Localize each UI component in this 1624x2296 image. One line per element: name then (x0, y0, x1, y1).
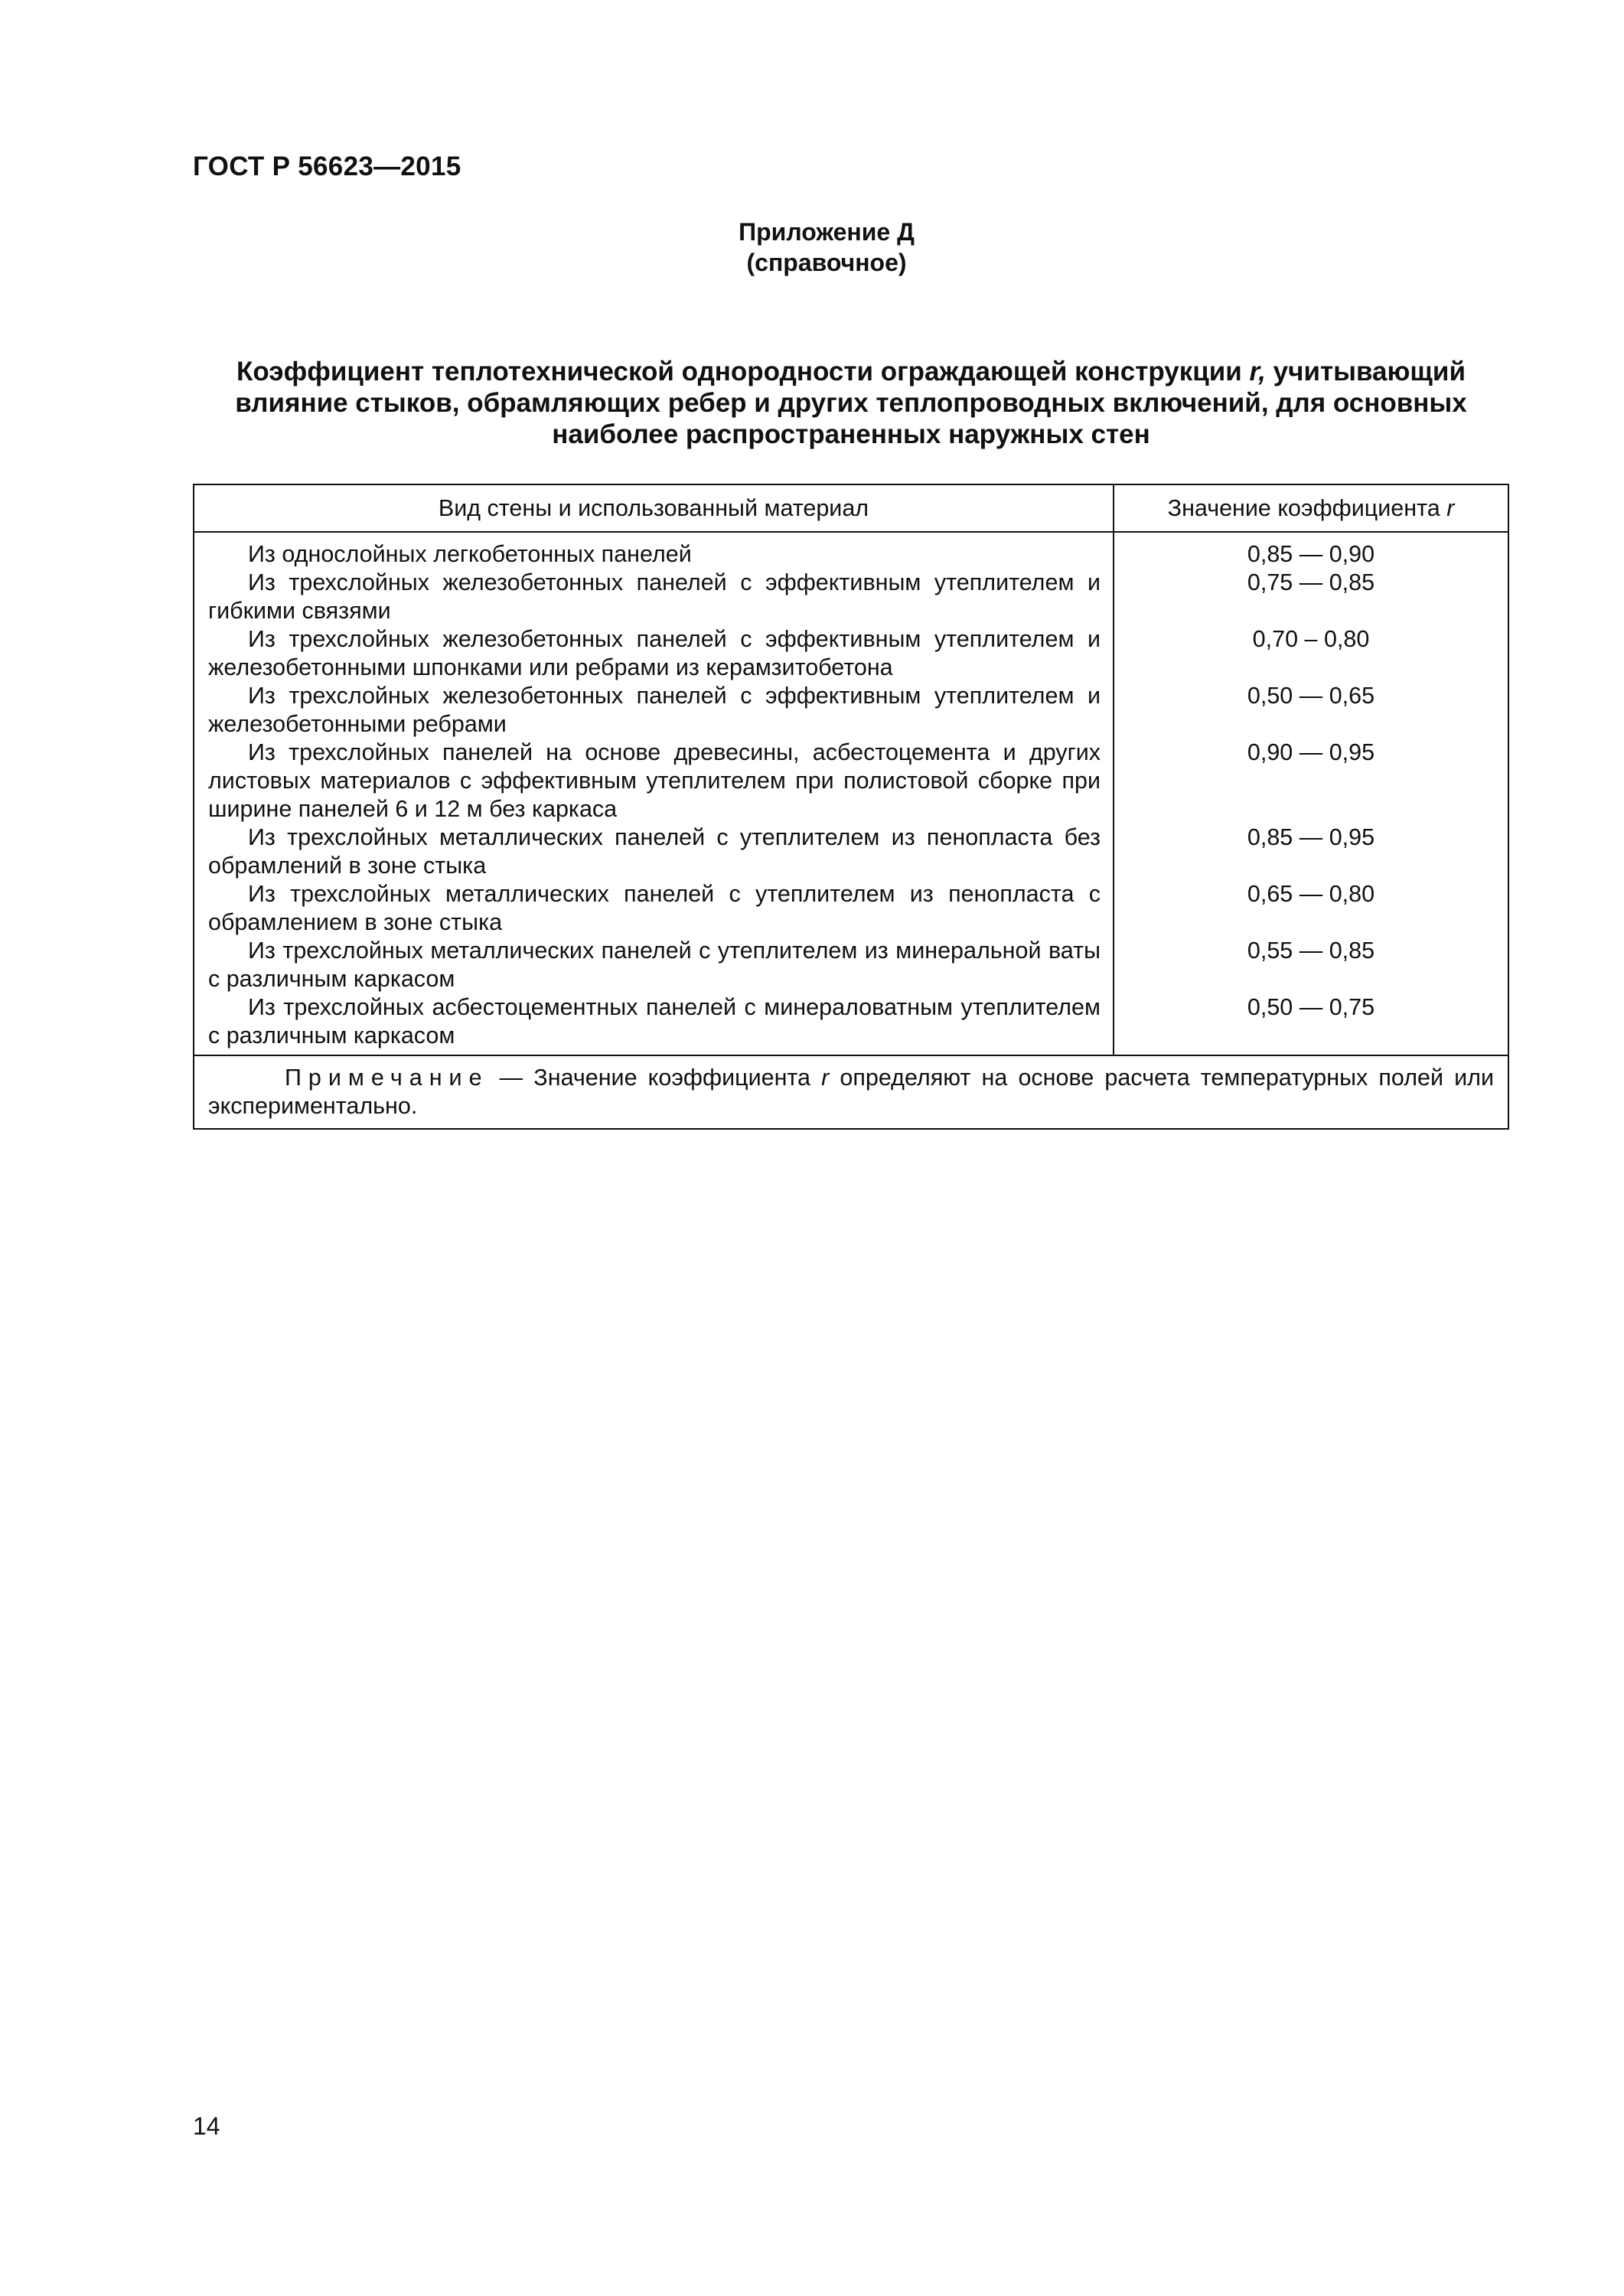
title-part-1: Коэффициент теплотехнической однородности ограждающей конструкции (236, 357, 1250, 386)
title-symbol: r, (1249, 357, 1266, 386)
note-symbol: r (821, 1065, 830, 1091)
coefficient-value: 0,85 — 0,90 (1247, 541, 1375, 567)
wall-type-entry: Из трехслойных железобетонных панелей с эффективным утеплителем и железобетонными шпонками или ребрами из керамзитобетона (208, 626, 1101, 680)
header-coefficient-symbol: r (1446, 494, 1455, 521)
document-title (193, 356, 1509, 450)
wall-type-entry: Из трехслойных железобетонных панелей с эффективным утеплителем и гибкими связями (208, 569, 1101, 624)
page-number: 14 (193, 2112, 220, 2140)
wall-type-entry: Из однослойных легкобетонных панелей (248, 541, 692, 567)
appendix-heading (0, 217, 1624, 278)
coefficient-table (193, 484, 1509, 1130)
coefficient-value: 0,75 — 0,85 (1247, 569, 1375, 595)
appendix-label: Приложение Д (739, 218, 915, 246)
standard-header: ГОСТ Р 56623—2015 (193, 152, 461, 181)
coefficient-values-cell (1114, 532, 1508, 1055)
coefficient-table-container (193, 484, 1509, 1130)
note-text-after: определяют на основе расчета температурных полей или экспериментально. (208, 1065, 1494, 1119)
wall-type-entry: Из трехслойных металлических панелей с утеплителем из пенопласта с обрамлением в зоне стыка (208, 881, 1101, 935)
coefficient-value: 0,90 — 0,95 (1247, 739, 1375, 765)
note-dash: — (488, 1065, 534, 1091)
wall-type-entry: Из трехслойных металлических панелей с утеплителем из минеральной ваты с различным каркасом (208, 938, 1101, 992)
coefficient-value: 0,65 — 0,80 (1247, 881, 1375, 907)
coefficient-value: 0,55 — 0,85 (1247, 938, 1375, 964)
table-note (194, 1055, 1508, 1129)
coefficient-value: 0,50 — 0,75 (1247, 994, 1375, 1020)
wall-type-entry: Из трехслойных железобетонных панелей с эффективным утеплителем и железобетонными ребрами (208, 683, 1101, 737)
header-wall-type: Вид стены и использованный материал (194, 484, 1114, 532)
wall-types-cell (194, 532, 1114, 1055)
table-note-row (194, 1055, 1508, 1129)
header-coefficient (1114, 484, 1508, 532)
table-header-row (194, 484, 1508, 532)
wall-type-entry: Из трехслойных металлических панелей с утеплителем из пенопласта без обрамлений в зоне стыка (208, 824, 1101, 879)
note-text-before: Значение коэффициента (533, 1065, 822, 1091)
note-label: Примечание (285, 1065, 489, 1091)
wall-type-entry: Из трехслойных асбестоцементных панелей с минераловатным утеплителем с различным каркасом (208, 994, 1101, 1049)
table-body-row (194, 532, 1508, 1055)
coefficient-value: 0,50 — 0,65 (1247, 683, 1375, 709)
coefficient-value: 0,85 — 0,95 (1247, 824, 1375, 850)
header-coefficient-text: Значение коэффициента (1167, 494, 1447, 521)
wall-type-entry: Из трехслойных панелей на основе древесины, асбестоцемента и других листовых материалов с эффективным утеплителем при полистовой сборке при ширине панелей 6 и 12 м без каркаса (208, 739, 1101, 822)
appendix-type: (справочное) (746, 249, 907, 276)
coefficient-value: 0,70 – 0,80 (1252, 626, 1370, 652)
title-part-2: учитывающий влияние стыков, обрамляющих ребер и других теплопроводных включений, для основных наиболее распространенных наружных стен (235, 357, 1467, 449)
